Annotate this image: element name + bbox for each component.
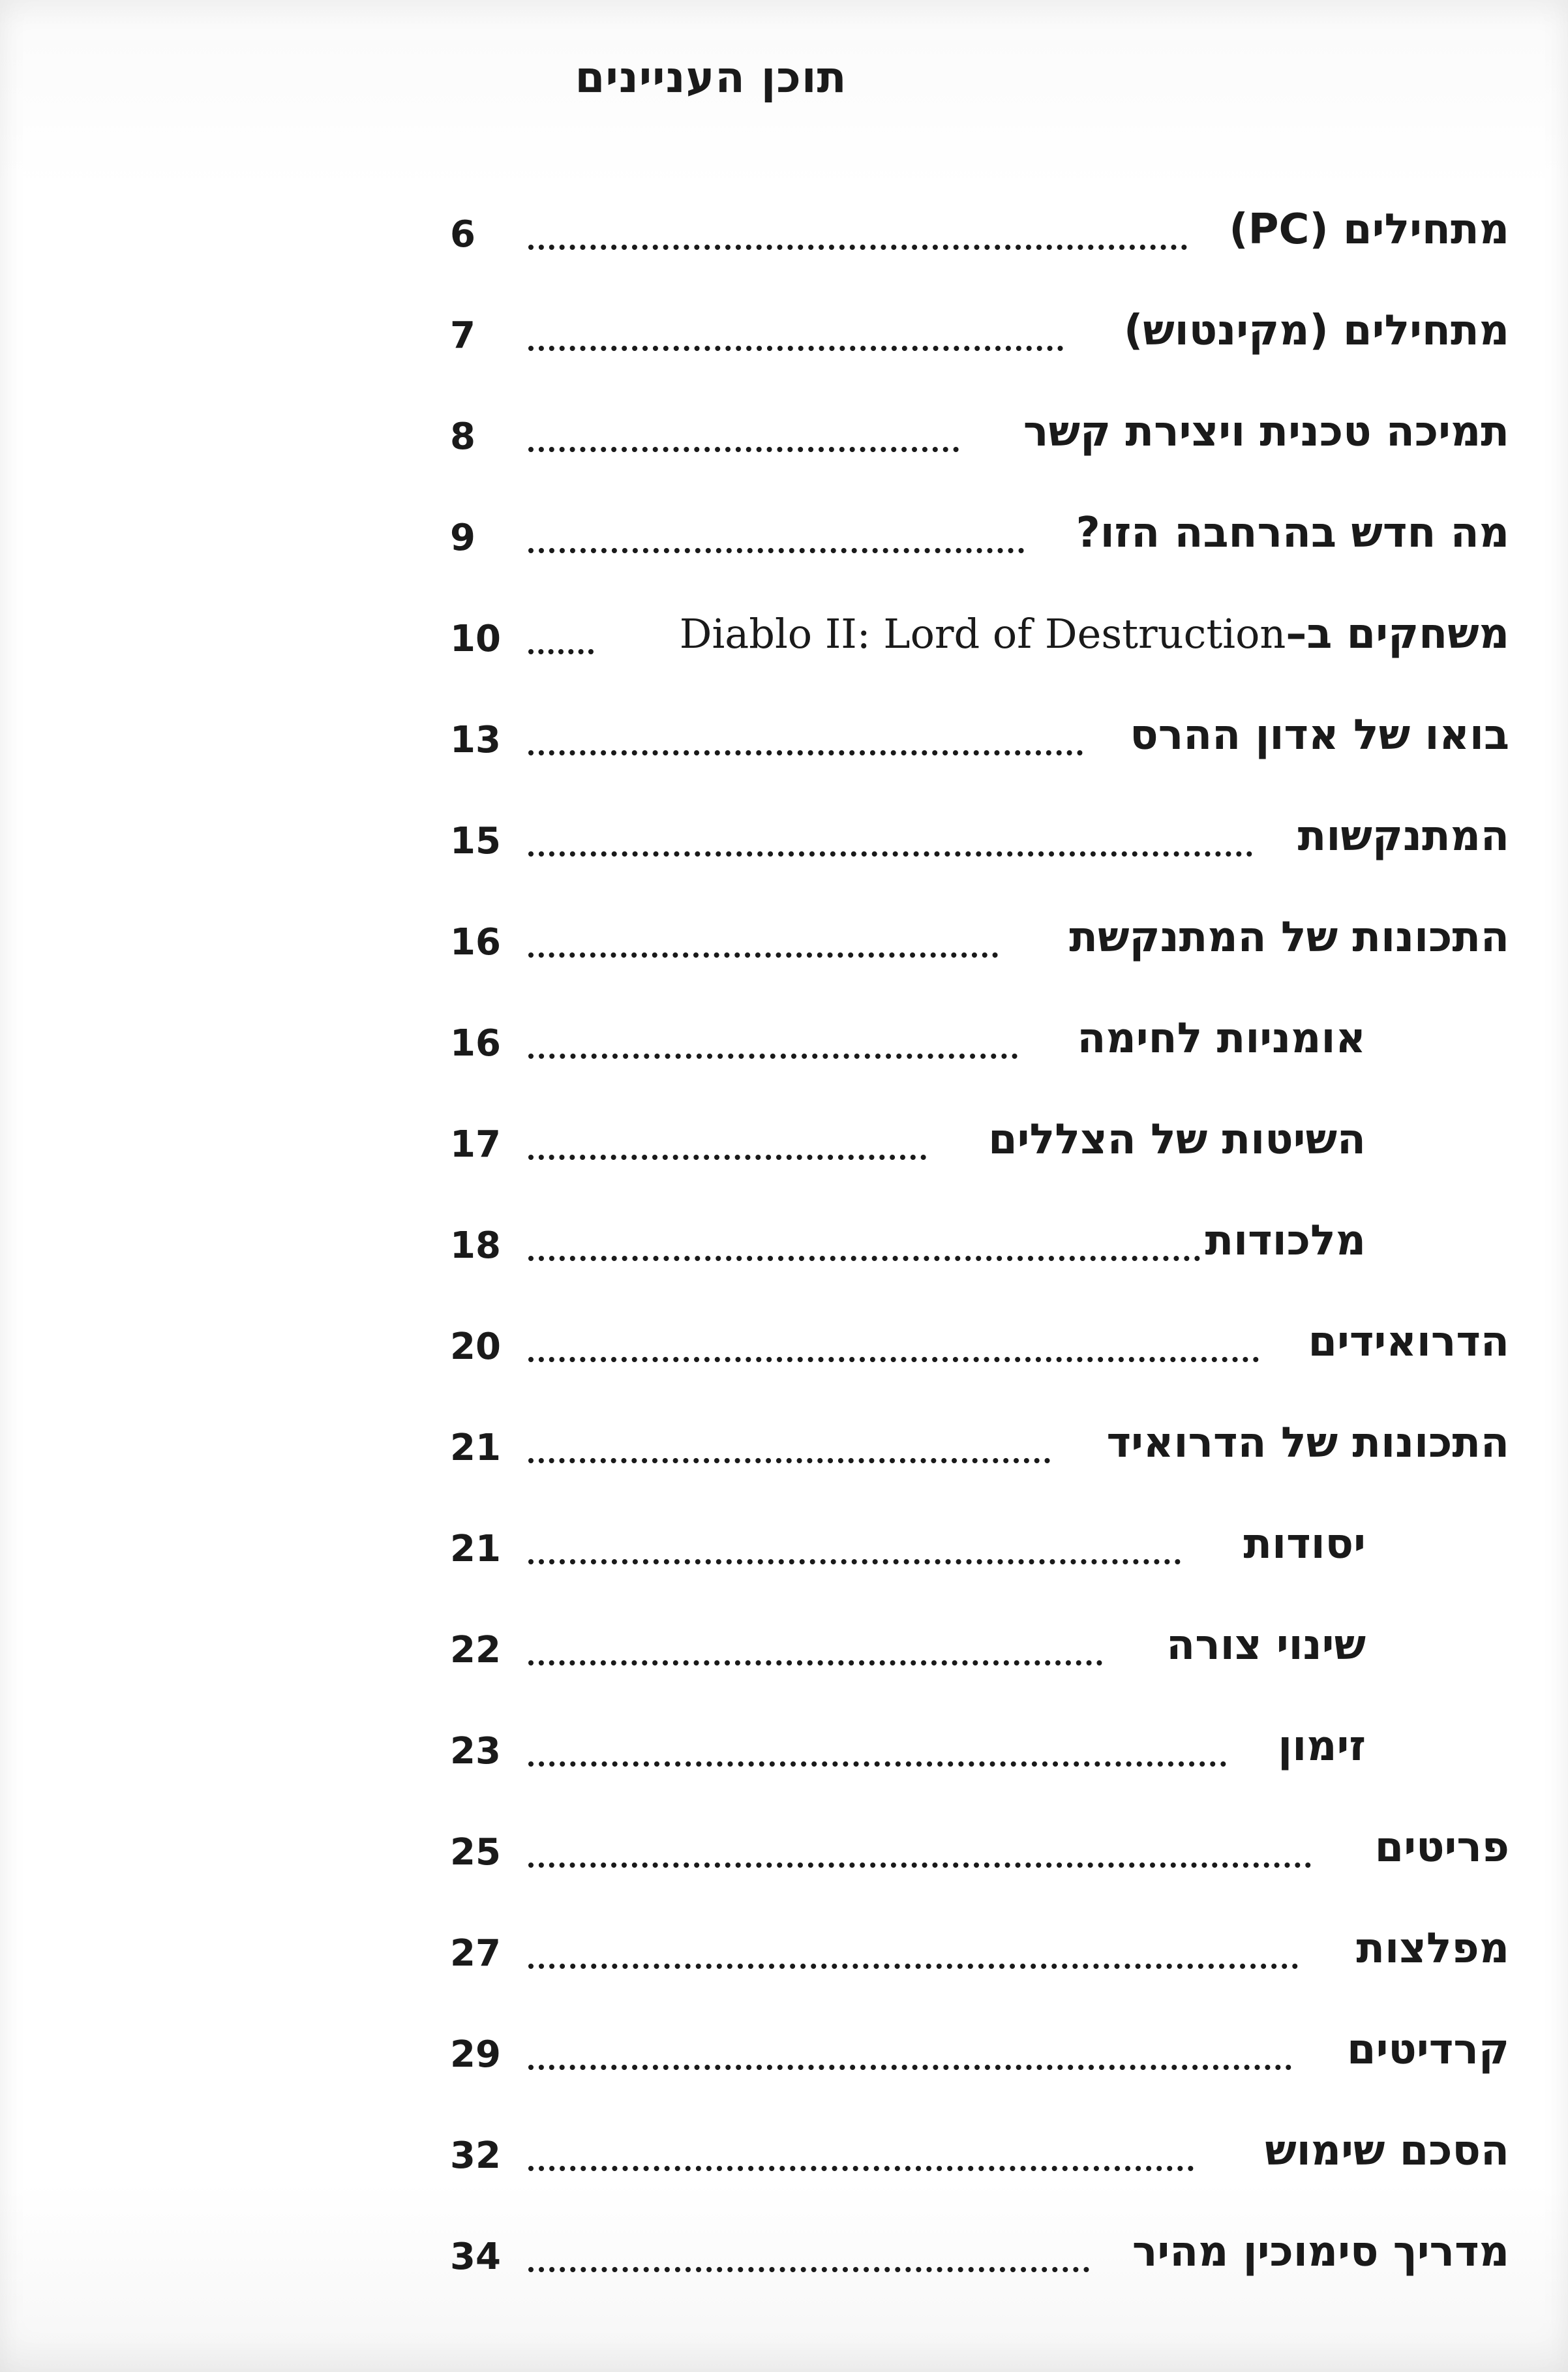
- toc-entry-label: מה חדש בהרחבה הזו?: [1076, 509, 1509, 557]
- toc-entry: [0, 1817, 1568, 1876]
- toc-page-number: 21: [450, 1427, 501, 1469]
- toc-leader-dots: [528, 1964, 1298, 1969]
- toc-entry: [0, 2120, 1568, 2179]
- toc-entry: [0, 401, 1568, 460]
- toc-page-number: 13: [450, 719, 501, 761]
- toc-entry-label-latin: Diablo II: Lord of Destruction: [679, 610, 1286, 658]
- toc-entry: [0, 1716, 1568, 1774]
- toc-page-number: 16: [450, 921, 501, 964]
- toc-entry-label: השיטות של הצללים: [988, 1116, 1366, 1164]
- toc-entry-label: יסודות: [1243, 1520, 1366, 1568]
- toc-page-number: 15: [450, 820, 501, 862]
- toc-leader-dots: [528, 649, 594, 654]
- toc-entry: [0, 1513, 1568, 1572]
- toc-leader-dots: [528, 548, 1024, 553]
- toc-entry: [0, 603, 1568, 662]
- toc-page-number: 21: [450, 1528, 501, 1570]
- toc-leader-dots: [528, 2065, 1291, 2070]
- toc-entry-label: פריטים: [1374, 1823, 1509, 1872]
- toc-entry: [0, 806, 1568, 864]
- toc-entry-label: המתנקשות: [1297, 812, 1509, 860]
- toc-entry: [0, 907, 1568, 966]
- toc-page-number: 23: [450, 1730, 501, 1772]
- toc-entry: [0, 1008, 1568, 1067]
- toc-entry: [0, 1918, 1568, 1977]
- toc-page-number: 18: [450, 1224, 501, 1267]
- toc-entry: [0, 2221, 1568, 2280]
- toc-entry-label: הסכם שימוש: [1265, 2127, 1509, 2175]
- toc-leader-dots: [528, 2267, 1089, 2272]
- toc-page-number: 16: [450, 1022, 501, 1065]
- toc-entry: [0, 1615, 1568, 1673]
- toc-leader-dots: [528, 447, 959, 452]
- toc-leader-dots: [528, 1256, 1200, 1261]
- toc-entry-label: שינוי צורה: [1166, 1621, 1366, 1669]
- toc-entry-label: מתחילים (מקינטוש): [1124, 307, 1509, 355]
- toc-leader-dots: [528, 1155, 926, 1160]
- toc-leader-dots: [528, 1054, 1018, 1059]
- toc-entry: [0, 502, 1568, 561]
- toc-page-number: 17: [450, 1123, 501, 1166]
- toc-page-number: 7: [450, 314, 475, 357]
- toc-leader-dots: [528, 1559, 1181, 1564]
- toc-entry-label-hebrew: משחקים ב–: [1286, 610, 1509, 658]
- toc-page-number: 9: [450, 517, 475, 559]
- toc-entry: [0, 1210, 1568, 1269]
- toc-entry-label: [680, 610, 1509, 658]
- toc-entry-label: מדריך סימוכין מהיר: [1132, 2228, 1509, 2276]
- toc-page-number: 22: [450, 1629, 501, 1671]
- toc-entry: [0, 705, 1568, 763]
- toc-page-number: 27: [450, 1932, 501, 1975]
- toc-leader-dots: [528, 952, 998, 958]
- toc-page-number: 32: [450, 2135, 501, 2177]
- toc-entry: [0, 300, 1568, 359]
- toc-entry: [0, 199, 1568, 258]
- toc-page-number: 20: [450, 1326, 501, 1368]
- toc-entry: [0, 1109, 1568, 1168]
- toc-page-number: 34: [450, 2236, 501, 2278]
- toc-leader-dots: [528, 2166, 1194, 2171]
- toc-entry-label: מתחילים (PC): [1229, 205, 1509, 254]
- toc-entry-label: תמיכה טכנית ויצירת קשר: [1023, 408, 1509, 456]
- toc-entry: [0, 2019, 1568, 2078]
- toc-entry-label: התכונות של הדרואיד: [1106, 1419, 1509, 1467]
- toc-leader-dots: [528, 1660, 1102, 1665]
- toc-entry-label: זימון: [1278, 1722, 1366, 1771]
- toc-page-number: 10: [450, 618, 501, 660]
- toc-entry-label: קרדיטים: [1347, 2026, 1509, 2074]
- toc-leader-dots: [528, 346, 1063, 351]
- toc-entry-label: בואו של אדון ההרס: [1130, 711, 1509, 759]
- toc-page-number: 6: [450, 213, 475, 256]
- toc-leader-dots: [528, 750, 1083, 755]
- toc-leader-dots: [528, 1761, 1226, 1767]
- toc-title: תוכן העניינים: [575, 52, 847, 102]
- toc-entry-label: הדרואידים: [1308, 1318, 1509, 1366]
- toc-page-number: 8: [450, 416, 475, 458]
- toc-entry-label: מלכודות: [1205, 1217, 1366, 1265]
- toc-entry: [0, 1412, 1568, 1471]
- toc-leader-dots: [528, 1357, 1259, 1362]
- toc-leader-dots: [528, 1458, 1050, 1463]
- toc-page-number: 25: [450, 1831, 501, 1874]
- toc-entry-label: מפלצות: [1356, 1924, 1509, 1973]
- toc-entry: [0, 1311, 1568, 1370]
- toc-page-number: 29: [450, 2033, 501, 2076]
- toc-leader-dots: [528, 1863, 1311, 1868]
- toc-leader-dots: [528, 245, 1187, 250]
- toc-leader-dots: [528, 851, 1252, 857]
- toc-entry-label: התכונות של המתנקשת: [1069, 913, 1509, 962]
- toc-entry-label: אומניות לחימה: [1077, 1014, 1366, 1063]
